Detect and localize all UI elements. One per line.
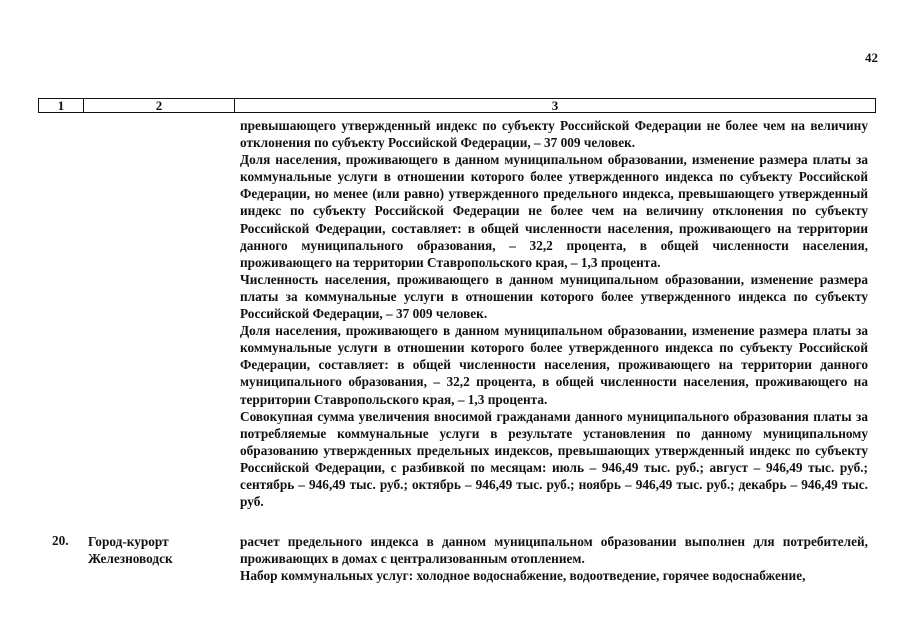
paragraph: Набор коммунальных услуг: холодное водоснабжение, водоотведение, горячее водоснабжение, xyxy=(240,568,806,584)
paragraph: Доля населения, проживающего в данном муниципальном образовании, изменение размера платы за коммунальные услуги в отношении которого более утвержденного индекса по субъекту Российской Федерации, составляет: в общей численности населения, проживающего на территории данного муниципального образования, – 32,2 процента, в общей численности населения, проживающего на территории Ставропольского края, – 1,3 процента. xyxy=(240,323,868,407)
table-column-header xyxy=(38,98,876,113)
municipality-name: Город-курорт Железноводск xyxy=(88,534,173,567)
column-number-3: 3 xyxy=(235,99,876,113)
page-number: 42 xyxy=(865,50,878,65)
paragraph: Численность населения, проживающего в данном муниципальном образовании, изменение размера платы за коммунальные услуги в отношении которого более утвержденного индекса по субъекту Российской Федерации, – 37 009 человек. xyxy=(240,271,868,322)
paragraph: Доля населения, проживающего в данном муниципальном образовании, изменение размера платы за коммунальные услуги в отношении которого более утвержденного индекса по субъекту Российской Федерации, но менее (или равно) утвержденного предельного индекса, превышающего утвержденный индекс по субъекту Российской Федерации не более чем на величину отклонения по субъекту Российской Федерации, составляет: в общей численности населения, проживающего на территории данного муниципального образования, – 32,2 процента, в общей численности населения, проживающего на территории Ставропольского края, – 1,3 процента. xyxy=(240,152,868,270)
continuation-text xyxy=(240,117,868,510)
paragraph: превышающего утвержденный индекс по субъекту Российской Федерации не более чем на величину отклонения по субъекту Российской Федерации, – 37 009 человек. xyxy=(240,118,868,151)
paragraph: расчет предельного индекса в данном муниципальном образовании выполнен для потребителей, проживающих в домах с централизованным отоплением. xyxy=(240,534,868,567)
column-number-1: 1 xyxy=(39,99,84,113)
row-number: 20. xyxy=(52,533,69,548)
row-description xyxy=(240,533,868,584)
paragraph: Совокупная сумма увеличения вносимой гражданами данного муниципального образования платы за потребляемые коммунальные услуги в результате установления по данному муниципальному образованию утвержденных предельных индексов, превышающих утвержденный индекс по субъекту Российской Федерации, с разбивкой по месяцам: июль – 946,49 тыс. руб.; август – 946,49 тыс. руб.; сентябрь – 946,49 тыс. руб.; октябрь – 946,49 тыс. руб.; ноябрь – 946,49 тыс. руб.; декабрь – 946,49 тыс. руб. xyxy=(240,408,868,510)
column-number-2: 2 xyxy=(84,99,235,113)
